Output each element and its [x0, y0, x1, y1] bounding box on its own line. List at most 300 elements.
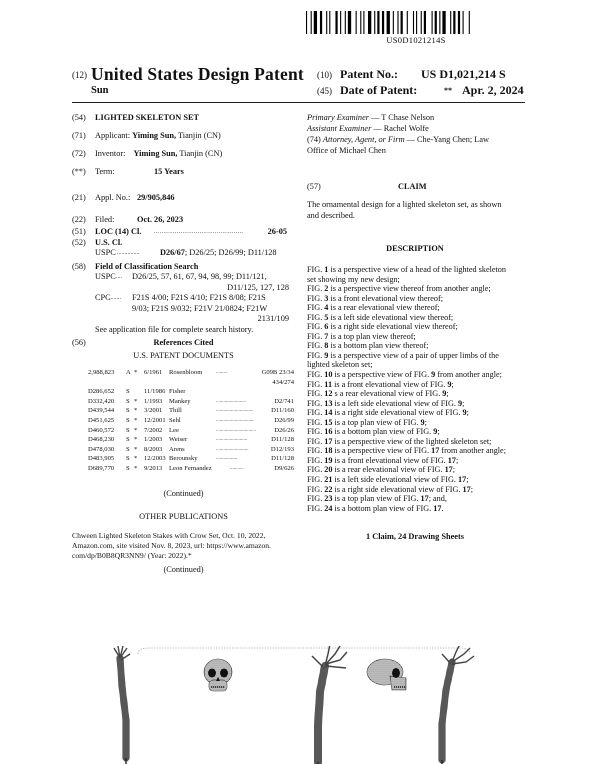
figure-description-line — [307, 504, 523, 514]
figure-number: 9 — [433, 427, 438, 437]
code-term: (**) — [72, 167, 86, 176]
applicant-label: Applicant: — [95, 131, 131, 140]
figure-number: 1 — [324, 265, 329, 274]
figure-description-line — [307, 370, 523, 380]
assistant-examiner-name: — Rachel Wolfe — [373, 124, 429, 133]
filed-date: Oct. 26, 2023 — [137, 215, 184, 224]
figure-text: FIG. — [307, 303, 325, 313]
reference-number: D468,230 — [88, 436, 115, 444]
figure-text: FIG. — [307, 398, 325, 408]
reference-date: 8/2003 — [144, 445, 163, 453]
figure-number: 7 — [324, 331, 329, 341]
reference-row — [88, 406, 294, 416]
barcode-bar — [306, 11, 307, 34]
figure-text: FIG. — [307, 379, 325, 389]
applicant-field — [95, 131, 221, 142]
figure-number: 17 — [420, 494, 429, 504]
reference-kind: S — [126, 445, 130, 453]
reference-kind: S — [126, 436, 130, 444]
barcode-bar — [432, 11, 433, 34]
reference-row — [88, 445, 294, 455]
figure-text: is a top plan view of FIG. — [332, 417, 421, 427]
attorney-label: Attorney, Agent, or Firm — [322, 135, 405, 144]
skeleton-arm-stake-icon — [312, 646, 347, 764]
field-cpc-line2: 9/03; F21S 9/032; F21V 21/0824; F21W — [132, 303, 268, 313]
barcode-bar — [368, 11, 371, 34]
figure-description-line — [307, 408, 523, 418]
figure-text: is a left side elevational view of FIG. — [332, 398, 458, 408]
figure-text: is a right side elevational view of FIG. — [332, 484, 463, 494]
reference-row — [88, 397, 294, 407]
attorney — [307, 135, 523, 146]
figure-number: 13 — [324, 398, 333, 408]
figure-description-line — [307, 284, 523, 294]
code-22: (22) — [72, 215, 86, 224]
reference-star: * — [134, 455, 138, 463]
barcode-bar — [340, 11, 341, 34]
figure-text: FIG. — [307, 350, 325, 360]
figure-text: ; — [452, 465, 456, 475]
applicant-location: Tianjin (CN) — [178, 131, 221, 140]
figure-number: 17 — [458, 475, 467, 485]
reference-class-cont: 434/274 — [272, 378, 294, 386]
figure-description-line — [307, 265, 523, 275]
reference-star: * — [134, 416, 138, 424]
reference-class: G09B 23/34 — [261, 369, 294, 376]
primary-examiner — [307, 113, 523, 124]
figure-text: ; — [462, 398, 465, 408]
reference-dots: ......................... — [216, 437, 248, 443]
inventor-name: Yiming Sun, — [133, 149, 178, 158]
reference-row — [88, 435, 294, 445]
reference-kind: A — [126, 369, 131, 376]
term-label: Term: — [95, 167, 115, 176]
us-cl-label: U.S. Cl. — [95, 238, 123, 247]
barcode-bar — [363, 11, 364, 34]
representative-drawing — [90, 646, 520, 764]
attorney-name: — Che-Yang Chen; Law — [406, 135, 489, 144]
reference-class: D2/741 — [274, 397, 294, 405]
figure-number: 17 — [462, 484, 471, 494]
reference-dots: ......... — [216, 370, 228, 375]
figure-number: 8 — [324, 341, 329, 351]
figure-text: FIG. — [307, 417, 325, 427]
figure-number: 9 — [458, 398, 463, 408]
figure-text: FIG. — [307, 446, 325, 456]
reference-name: Mankey — [169, 397, 191, 405]
inventor-field — [95, 149, 222, 160]
figure-text: is a rear elevational view thereof; — [328, 303, 440, 313]
figure-description-line — [307, 380, 523, 390]
figure-text: is a right side elevational view of FIG. — [332, 408, 463, 418]
figure-text: is a perspective view of the lighted skeleton set; — [332, 436, 492, 446]
applicant-name: Yiming Sun, — [132, 131, 177, 140]
figure-text: FIG. — [307, 408, 325, 418]
bracket-line — [138, 648, 470, 654]
figure-number: 16 — [324, 427, 333, 437]
reference-number: D460,572 — [88, 426, 115, 434]
see-application-note: See application file for complete search history. — [95, 324, 254, 334]
reference-star: * — [134, 436, 138, 444]
barcode — [306, 11, 526, 34]
reference-row — [88, 454, 294, 464]
field-cpc-dots: ........ — [109, 295, 121, 302]
figure-number: 22 — [324, 484, 333, 494]
uspc-dots: ............... — [117, 250, 140, 256]
reference-class: D26/26 — [274, 426, 294, 434]
reference-name: Rosenbloom — [169, 369, 203, 376]
figure-number: 9 — [324, 350, 329, 360]
figure-description-line — [307, 313, 523, 323]
reference-date: 6/1961 — [144, 369, 163, 376]
reference-row — [88, 464, 294, 474]
figure-number: 2 — [324, 284, 329, 294]
figure-text: s a rear elevational view of FIG. — [332, 389, 443, 399]
reference-number: 2,988,823 — [88, 369, 115, 376]
figure-description-line — [307, 399, 523, 409]
barcode-bar — [326, 11, 327, 34]
code-74: (74) — [307, 135, 321, 144]
reference-date: 11/1986 — [144, 388, 166, 396]
reference-date: 3/2001 — [144, 407, 163, 415]
figure-number: 19 — [324, 455, 333, 465]
code-72: (72) — [72, 149, 86, 158]
figure-description-line — [307, 418, 523, 428]
reference-number: D689,770 — [88, 464, 115, 472]
assistant-examiner-label: Assistant Examiner — [307, 124, 372, 133]
figure-description-line — [307, 303, 523, 313]
figure-text: FIG. — [307, 465, 325, 475]
barcode-bar — [469, 11, 470, 34]
patent-type-title: United States Design Patent — [91, 64, 304, 84]
barcode-bar — [356, 11, 357, 34]
figure-text: FIG. — [307, 331, 325, 341]
figure-text: ; — [455, 455, 459, 465]
loc-label: LOC (14) Cl. — [95, 227, 142, 236]
code-56: (56) — [72, 338, 86, 347]
figure-text: ; — [466, 475, 469, 485]
attorney-line2: Office of Michael Chen — [307, 146, 386, 155]
reference-dots: .............................. — [216, 408, 254, 414]
figure-number: 23 — [324, 494, 333, 504]
figure-text: FIG. — [307, 427, 325, 437]
barcode-bar — [401, 11, 403, 34]
figure-text: FIG. — [307, 293, 325, 303]
primary-examiner-name: — T Chase Nelson — [371, 113, 435, 122]
code-57: (57) — [307, 182, 321, 191]
code-71: (71) — [72, 131, 86, 140]
barcode-bar — [320, 11, 322, 34]
barcode-bar — [311, 11, 312, 34]
figure-text: FIG. — [307, 322, 325, 332]
field-cpc-line3: 2131/109 — [257, 314, 289, 324]
figure-number: 9 — [431, 370, 436, 380]
field-search-label: Field of Classification Search — [95, 262, 199, 271]
figure-description-line — [307, 389, 523, 399]
figure-description-line — [307, 475, 523, 485]
references-cited-title: References Cited — [153, 338, 214, 347]
barcode-bar — [453, 11, 455, 34]
barcode-bar — [407, 11, 408, 34]
figure-text: FIG. — [307, 475, 325, 485]
reference-row — [88, 368, 294, 378]
field-uspc-dots: .... — [116, 274, 122, 280]
reference-name: Thill — [169, 407, 182, 415]
figure-number: 9 — [462, 408, 467, 418]
figure-text: is a bottom plan view of FIG. — [332, 503, 434, 513]
reference-class: D11/128 — [271, 436, 294, 444]
figure-text: ; — [437, 427, 440, 437]
reference-row — [88, 426, 294, 436]
loc-value: 26-05 — [267, 227, 287, 236]
figure-text: is a front elevational view of FIG. — [332, 379, 448, 389]
barcode-bar — [413, 11, 414, 34]
field-uspc-line1: D26/25, 57, 61, 67, 94, 98, 99; D11/121, — [132, 272, 267, 281]
figure-number: 6 — [324, 322, 329, 332]
reference-class: D11/128 — [271, 455, 294, 463]
figure-number: 17 — [444, 465, 453, 475]
code-12: (12) — [72, 70, 87, 80]
reference-dots: ........... — [230, 465, 244, 471]
reference-class: D11/160 — [271, 407, 294, 415]
appl-label: Appl. No.: — [95, 193, 131, 202]
patent-no-label: Patent No.: — [340, 67, 398, 81]
reference-number: D332,420 — [88, 397, 115, 405]
barcode-bar — [439, 11, 440, 34]
code-54: (54) — [72, 113, 86, 122]
code-10: (10) — [317, 70, 332, 80]
field-uspc-line2: D11/125, 127, 128 — [227, 282, 289, 292]
appl-number: 29/905,846 — [137, 193, 175, 202]
other-publication — [72, 531, 297, 561]
code-45: (45) — [317, 86, 332, 96]
skeleton-arm-stake-icon — [442, 646, 474, 764]
figure-text: FIG. — [307, 494, 325, 504]
figure-text: from another angle; — [435, 370, 502, 380]
other-pub-line: Amazon.com, site visited Nov. 8, 2023, url: https://www.amazon. — [72, 541, 271, 550]
code-52: (52) — [72, 238, 86, 247]
figure-text: lighted skeleton set; — [307, 360, 373, 370]
reference-dots: ................. — [216, 456, 238, 462]
figure-number: 12 — [324, 389, 333, 399]
code-58: (58) — [72, 262, 86, 271]
figure-text: is a perspective view of a pair of upper limbs of the — [328, 350, 499, 360]
figure-number: 3 — [324, 293, 329, 303]
figure-text: set showing my new design; — [307, 274, 400, 284]
figure-number: 17 — [324, 436, 333, 446]
reference-class: D12/193 — [270, 445, 294, 453]
bibliographic-data — [72, 113, 295, 337]
reference-dots: .............................. — [216, 417, 254, 423]
reference-date: 1/2003 — [144, 436, 163, 444]
reference-kind: S — [126, 455, 130, 463]
claim-line: The ornamental design for a lighted skeleton set, as shown — [307, 200, 502, 209]
figure-text: is a bottom plan view thereof; — [328, 341, 429, 351]
figure-number: 24 — [324, 503, 333, 513]
patent-number: US D1,021,214 S — [421, 67, 506, 81]
claim-title: CLAIM — [398, 182, 427, 191]
figure-description-line — [307, 494, 523, 504]
reference-star: * — [134, 464, 138, 472]
continued-publications: (Continued) — [163, 565, 204, 574]
figure-text: ; — [470, 484, 474, 494]
uspc-classes — [160, 248, 277, 259]
reference-kind: S — [126, 426, 130, 434]
barcode-bar — [335, 11, 337, 34]
field-uspc-label: USPC — [95, 272, 116, 281]
barcode-bar — [393, 11, 394, 34]
figure-text: FIG. — [307, 265, 325, 274]
field-cpc-line1: F21S 4/00; F21S 4/10; F21S 8/08; F21S — [132, 293, 266, 303]
reference-number: D286,652 — [88, 388, 115, 396]
design-title: LIGHTED SKELETON SET — [95, 113, 200, 122]
figure-number: 17 — [431, 446, 440, 456]
reference-number: D439,544 — [88, 407, 115, 415]
figure-number: 15 — [324, 417, 333, 427]
reference-kind: S — [126, 388, 130, 396]
figure-text: FIG. — [307, 341, 325, 351]
figure-text: . — [441, 503, 444, 513]
primary-examiner-label: Primary Examiner — [307, 113, 369, 122]
reference-dots: ........................ — [216, 398, 246, 404]
field-cpc-label: CPC — [95, 293, 111, 303]
figure-number: 17 — [447, 455, 456, 465]
figure-number: 21 — [324, 475, 333, 485]
reference-date: 1/1993 — [144, 397, 163, 405]
reference-date: 12/2001 — [144, 416, 166, 424]
reference-row — [88, 416, 294, 426]
figure-text: is a rear elevational view of FIG. — [332, 465, 445, 475]
barcode-bar — [329, 11, 330, 34]
claims-sheets-summary: 1 Claim, 24 Drawing Sheets — [366, 532, 464, 541]
figure-text: is a right side elevational view thereof; — [328, 322, 458, 332]
barcode-bar — [314, 11, 317, 34]
barcode-bar — [345, 11, 346, 34]
reference-list — [88, 368, 294, 474]
header-rule — [72, 102, 525, 103]
reference-name: Leon Fernandez — [169, 464, 212, 472]
reference-star: * — [134, 397, 138, 405]
reference-star: * — [134, 426, 138, 434]
reference-class: D9/626 — [274, 464, 294, 472]
figure-description-line — [307, 465, 523, 475]
figure-description-line — [307, 275, 523, 285]
date-label: Date of Patent: — [340, 83, 418, 97]
figure-text: FIG. — [307, 389, 325, 399]
figure-text: ; — [446, 389, 449, 399]
reference-name: Arens — [169, 445, 185, 453]
barcode-bar — [463, 11, 464, 34]
figure-text: is a bottom plan view of FIG. — [332, 427, 434, 437]
reference-name: Sehl — [169, 416, 181, 424]
figure-description-line — [307, 332, 523, 342]
figure-text: is a perspective view of FIG. — [332, 446, 432, 456]
reference-name: Berounsky — [169, 455, 198, 463]
barcode-bar — [424, 11, 426, 34]
figure-text: is a top plan view of FIG. — [332, 494, 421, 504]
inventor-location: Tianjin (CN) — [179, 149, 223, 158]
reference-star: * — [134, 407, 138, 415]
reference-number: D483,905 — [88, 455, 115, 463]
uspc-label: USPC — [95, 248, 116, 257]
barcode-bar — [435, 11, 437, 34]
figure-text: FIG. — [307, 370, 325, 380]
reference-kind: S — [126, 407, 130, 415]
claim-text — [307, 200, 527, 221]
other-pub-line: com/dp/B0B8QR3NN9/ (Year: 2022).* — [72, 551, 192, 560]
figure-text: FIG. — [307, 436, 325, 446]
figure-number: 20 — [324, 465, 333, 475]
figure-text: is a perspective view of a head of the lighted skeleton — [328, 265, 506, 274]
figure-text: ; and, — [428, 494, 447, 504]
figure-text: ; — [466, 408, 469, 418]
figure-text: is a perspective view of FIG. — [332, 370, 432, 380]
skull-icon — [204, 659, 232, 691]
filed-label: Filed: — [95, 215, 115, 224]
figure-text: FIG. — [307, 284, 325, 294]
barcode-bar — [348, 11, 351, 34]
reference-number: D478,030 — [88, 445, 115, 453]
figure-number: 9 — [442, 389, 447, 399]
figure-text: from another angle; — [439, 446, 506, 456]
loc-dots: ............................................... — [154, 229, 244, 235]
figure-description-line — [307, 322, 523, 332]
reference-star: * — [134, 369, 138, 376]
reference-name: Lee — [169, 426, 179, 434]
figure-text: is a perspective view thereof from another angle; — [328, 284, 491, 294]
barcode-bar — [360, 11, 361, 34]
other-pub-line: Chween Lighted Skeleton Stakes with Crow Set, Oct. 10, 2022, — [72, 531, 266, 540]
figure-text: FIG. — [307, 312, 325, 322]
figure-number: 9 — [447, 379, 452, 389]
reference-kind: S — [126, 416, 130, 424]
reference-dots: ................................ — [216, 427, 256, 433]
barcode-bar — [416, 11, 417, 34]
inventor-surname: Sun — [91, 85, 109, 96]
figure-text: FIG. — [307, 455, 325, 465]
claim-line: and described. — [307, 210, 355, 220]
right-column — [307, 113, 523, 157]
barcode-bar — [397, 11, 398, 34]
reference-kind: S — [126, 464, 130, 472]
reference-name: Fisher — [169, 388, 186, 396]
figure-description-line — [307, 456, 523, 466]
skeleton-arm-stake-icon — [114, 646, 130, 764]
figure-text: ; — [451, 379, 454, 389]
figure-number: 11 — [324, 379, 333, 389]
reference-star: * — [134, 445, 138, 453]
reference-number: D451,625 — [88, 416, 115, 424]
barcode-bar — [374, 11, 375, 34]
figure-text: is a left side elevational view thereof; — [328, 312, 454, 322]
figure-number: 4 — [324, 303, 329, 313]
figure-number: 5 — [324, 312, 329, 322]
figure-description-line — [307, 446, 523, 456]
figure-descriptions — [307, 265, 523, 513]
figure-text: FIG. — [307, 484, 325, 494]
reference-row — [88, 387, 294, 397]
figure-description-line — [307, 351, 523, 361]
reference-name: Weiser — [169, 436, 188, 444]
barcode-bar — [450, 11, 451, 34]
barcode-bar — [377, 11, 379, 34]
figure-text: is a front elevational view of FIG. — [332, 455, 448, 465]
figure-number: 18 — [324, 446, 333, 456]
barcode-bar — [387, 11, 390, 34]
uspc-other-classes: ; D26/25; D26/99; D11/128 — [184, 248, 277, 257]
barcode-number: US0D1021214S — [386, 35, 446, 45]
figure-text: is a front elevational view thereof; — [328, 293, 443, 303]
